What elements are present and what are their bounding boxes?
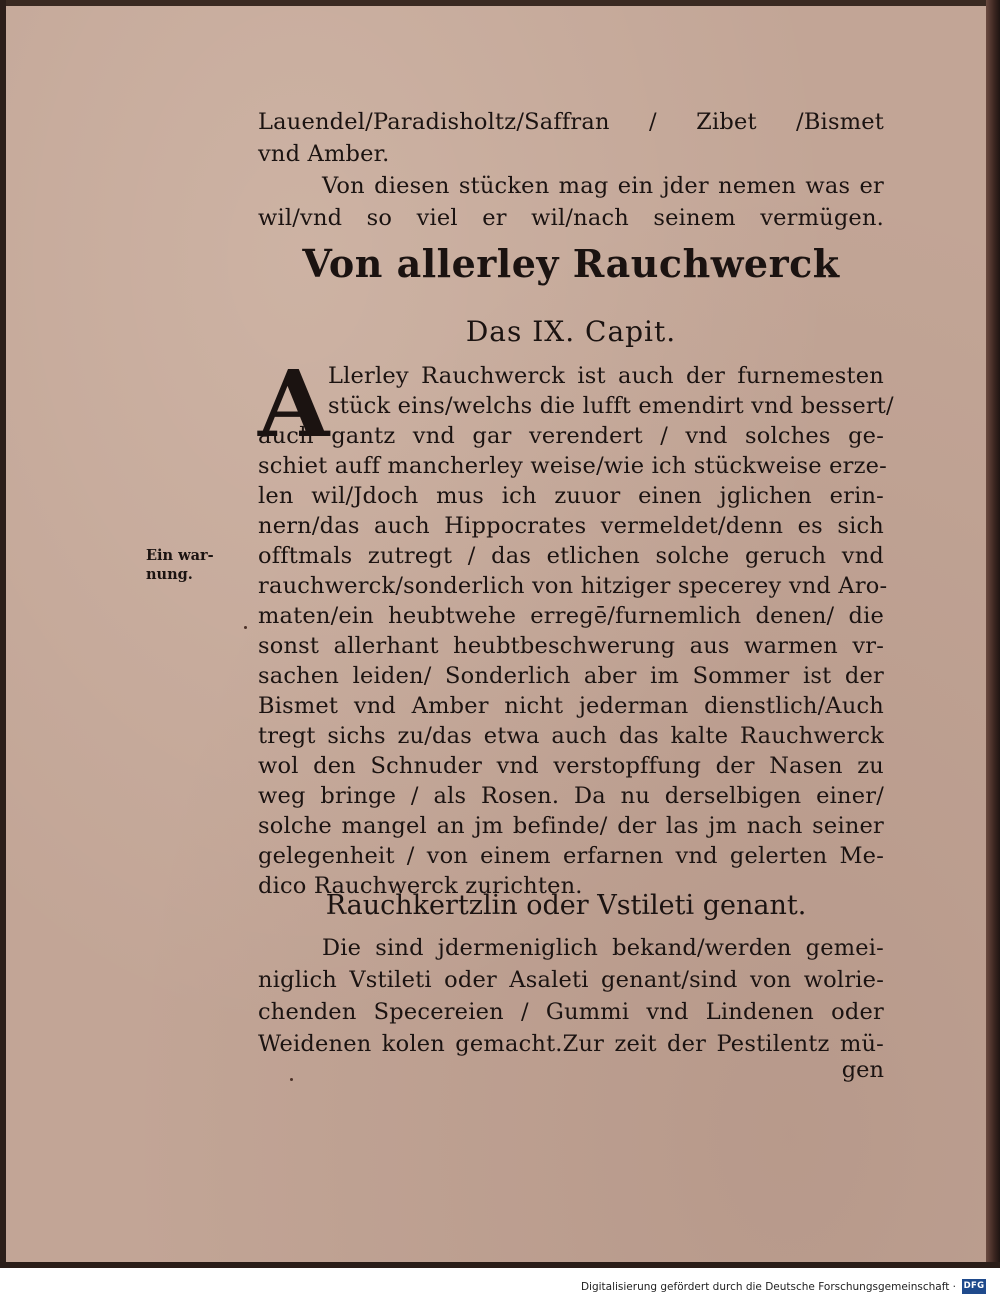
section-subheading: Rauchkertzlin oder Vstileti genant. bbox=[325, 890, 807, 921]
text-line: tregt sichs zu/das etwa auch das kalte Rauchwerck bbox=[258, 723, 884, 749]
catchword: gen bbox=[841, 1057, 884, 1083]
marginal-note bbox=[146, 546, 238, 584]
text-line: solche mangel an jm befinde/ der las jm nach seiner bbox=[258, 813, 884, 839]
book-page bbox=[6, 6, 986, 1262]
text-line: auch gantz vnd gar verendert / vnd solches ge- bbox=[258, 423, 884, 449]
marginal-note-text: Ein war- nung. bbox=[146, 547, 214, 583]
text-line: weg bringe / als Rosen. Da nu derselbigen einer/ bbox=[258, 783, 884, 809]
drop-cap-initial: A bbox=[258, 350, 330, 458]
text-line: Von diesen stücken mag ein jder nemen was er bbox=[322, 173, 884, 199]
text-line: vnd Amber. bbox=[258, 141, 390, 167]
text-line: sonst allerhant heubtbeschwerung aus warmen vr- bbox=[258, 633, 884, 659]
text-line: rauchwerck/sonderlich von hitziger specerey vnd Aro- bbox=[258, 573, 888, 599]
text-line: chenden Specereien / Gummi vnd Lindenen oder bbox=[258, 999, 884, 1025]
text-line: Die sind jdermeniglich bekand/werden gemei- bbox=[322, 935, 884, 961]
chapter-number: Das IX. Capit. bbox=[465, 315, 677, 348]
text-line: dico Rauchwerck zurichten. bbox=[258, 873, 583, 899]
dfg-logo: DFG bbox=[962, 1279, 986, 1294]
text-line: niglich Vstileti oder Asaleti genant/sind von wolrie- bbox=[258, 967, 884, 993]
text-line: offtmals zutregt / das etlichen solche geruch vnd bbox=[258, 543, 884, 569]
text-line: Llerley Rauchwerck ist auch der furnemesten bbox=[328, 363, 884, 389]
paper-speck bbox=[290, 1078, 293, 1081]
text-line: nern/das auch Hippocrates vermeldet/denn es sich bbox=[258, 513, 884, 539]
funding-credit: Digitalisierung gefördert durch die Deutsche Forschungsgemeinschaft · bbox=[580, 1281, 956, 1293]
text-line: maten/ein heubtwehe erregē/furnemlich denen/ die bbox=[258, 603, 884, 629]
book-spine-edge bbox=[986, 0, 1000, 1268]
footer-bar bbox=[0, 1268, 1000, 1300]
text-line: sachen leiden/ Sonderlich aber im Sommer ist der bbox=[258, 663, 884, 689]
text-line: Bismet vnd Amber nicht jederman dienstlich/Auch bbox=[258, 693, 884, 719]
text-line: schiet auff mancherley weise/wie ich stückweise erze- bbox=[258, 453, 887, 479]
chapter-heading: Von allerley Rauchwerck bbox=[302, 241, 840, 286]
text-line: Weidenen kolen gemacht.Zur zeit der Pestilentz mü- bbox=[258, 1031, 884, 1057]
text-line: len wil/Jdoch mus ich zuuor einen jglichen erin- bbox=[258, 483, 884, 509]
text-line: wil/vnd so viel er wil/nach seinem vermügen. bbox=[258, 205, 884, 231]
text-line: gelegenheit / von einem erfarnen vnd gelerten Me- bbox=[258, 843, 884, 869]
text-line: stück eins/welchs die lufft emendirt vnd bessert/ bbox=[328, 393, 894, 419]
text-line: Lauendel/Paradisholtz/Saffran / Zibet /Bismet bbox=[258, 109, 884, 135]
paper-speck bbox=[244, 626, 247, 629]
text-line: wol den Schnuder vnd verstopffung der Nasen zu bbox=[258, 753, 884, 779]
